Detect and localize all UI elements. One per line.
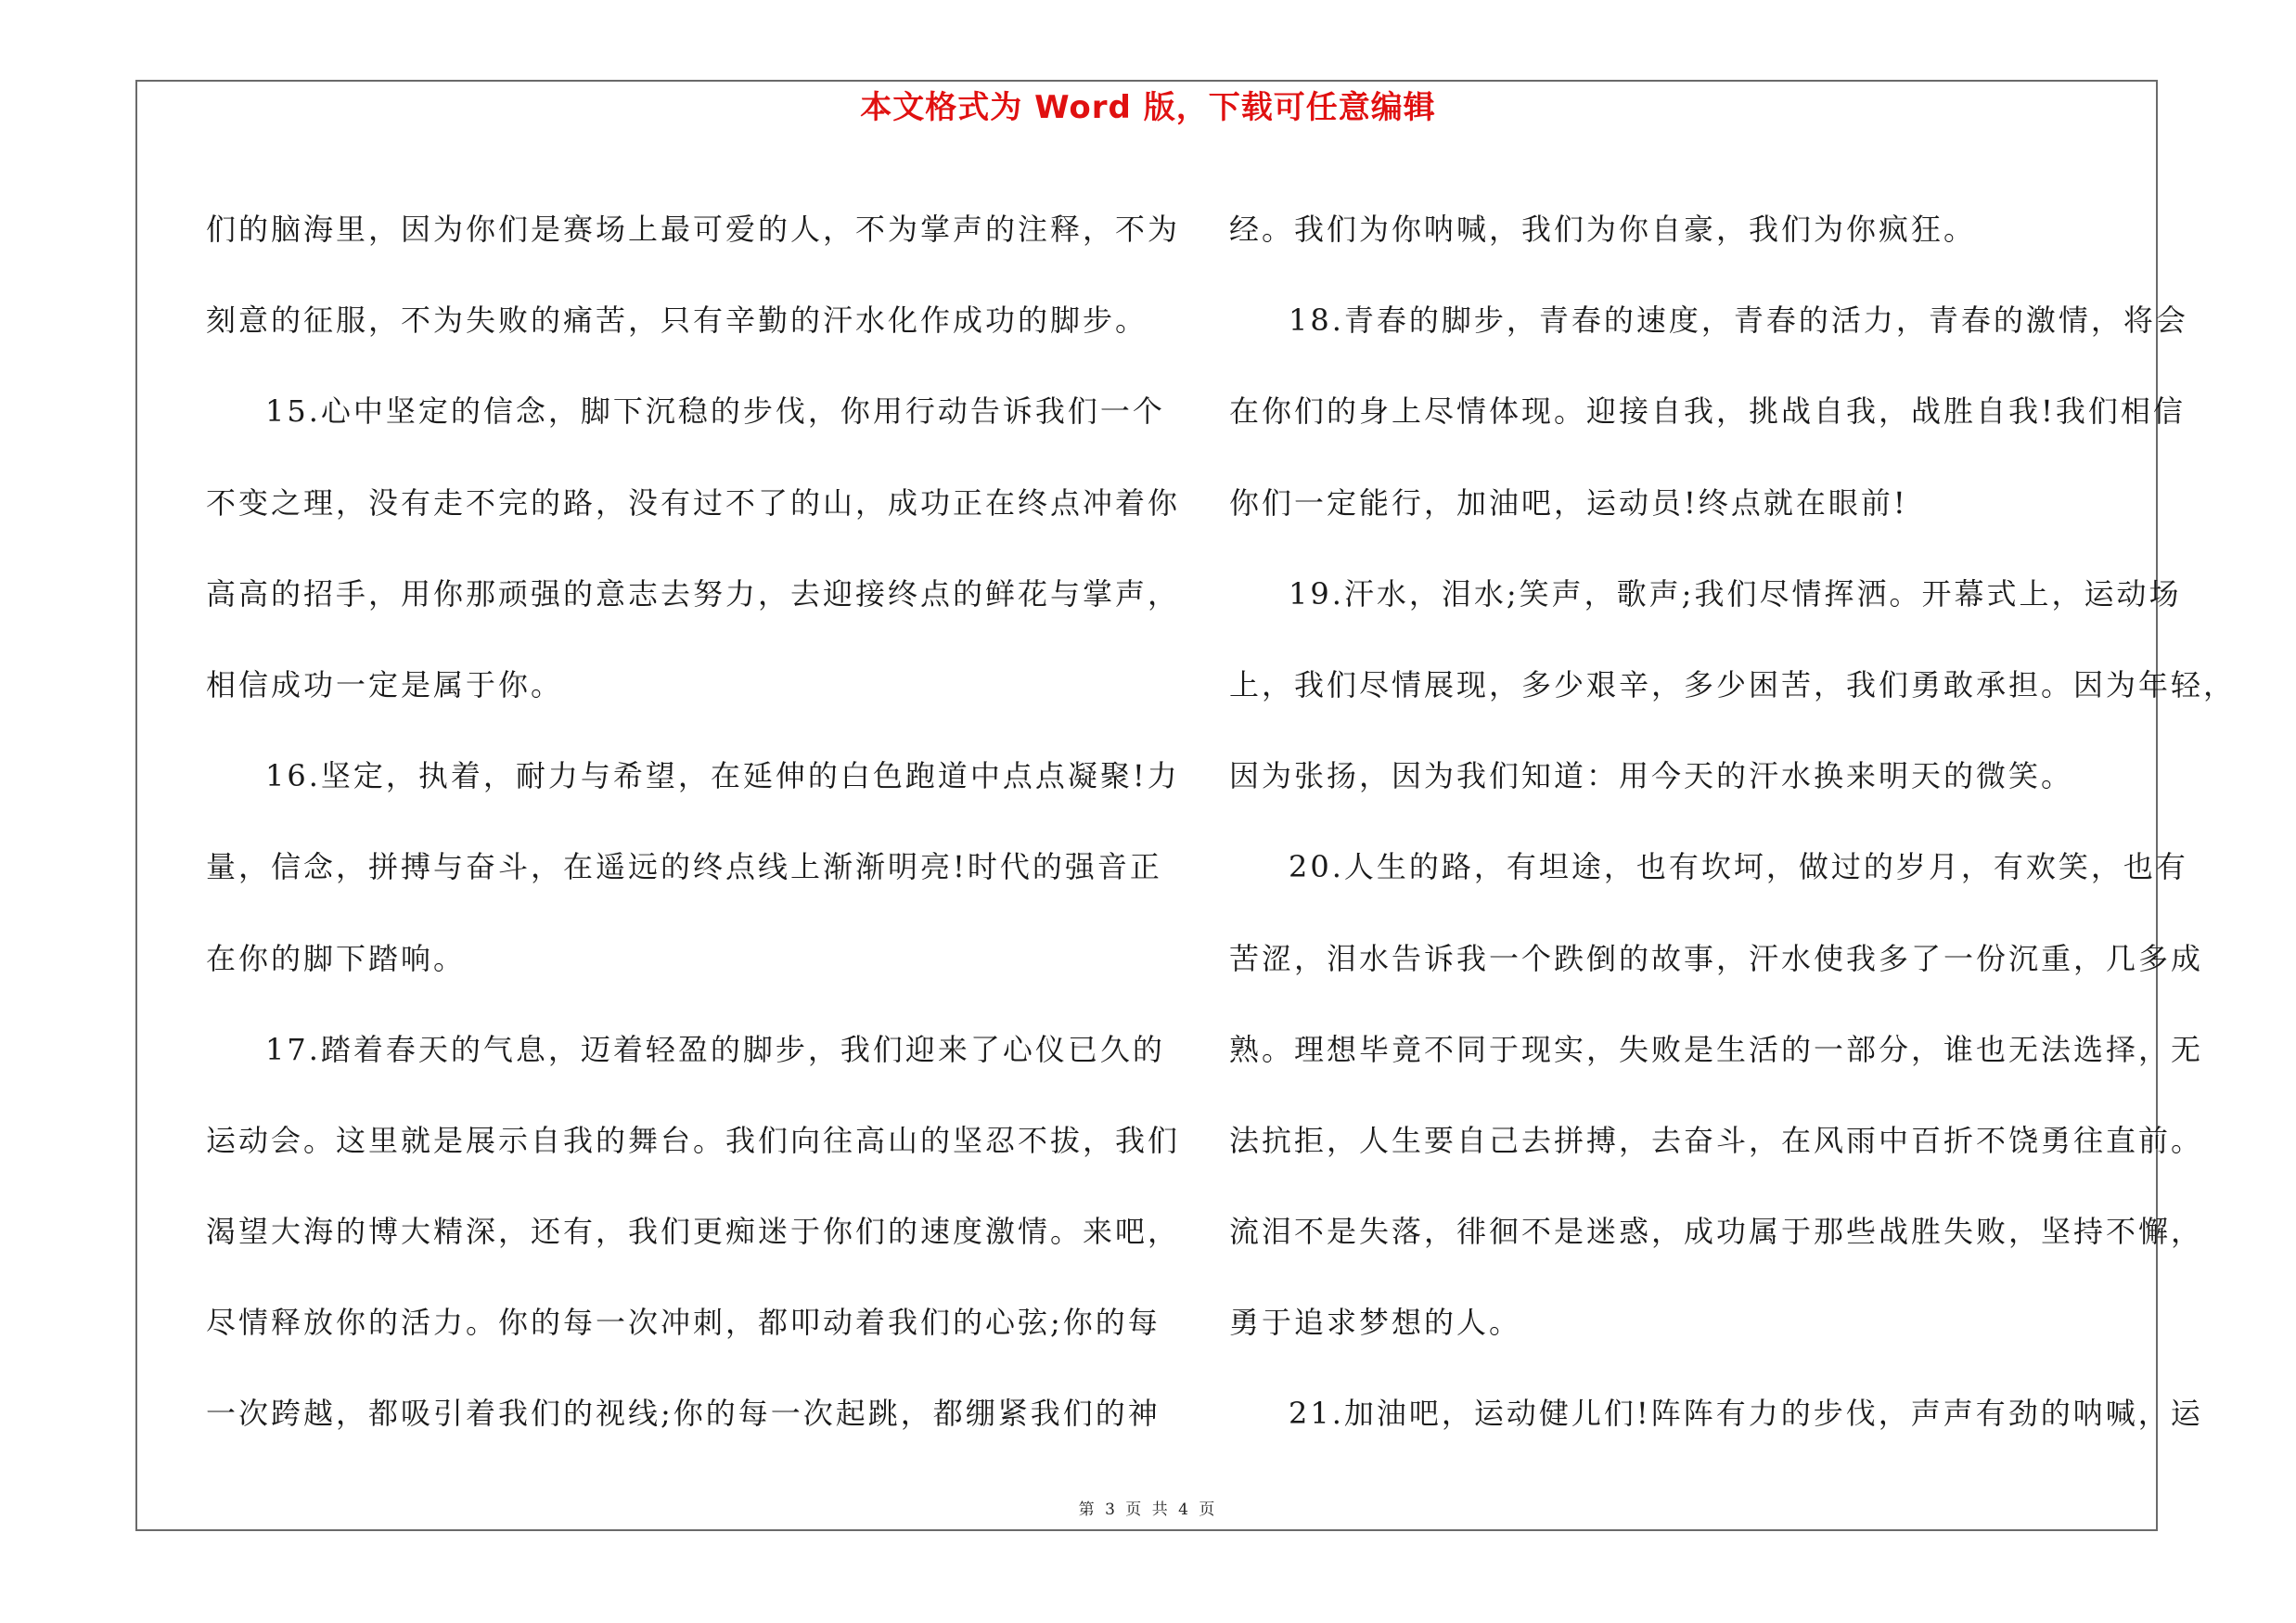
page-number: 第 3 页 共 4 页 — [1078, 1501, 1218, 1519]
text-line: 你们一定能行，加油吧，运动员!终点就在眼前! — [1229, 484, 1908, 521]
text-line: 上，我们尽情展现，多少艰辛，多少困苦，我们勇敢承担。因为年轻， — [1229, 666, 2237, 702]
text-line: 勇于追求梦想的人。 — [1229, 1305, 1522, 1341]
text-line: 17.踏着春天的气息，迈着轻盈的脚步，我们迎来了心仪已久的 — [265, 1031, 1165, 1067]
text-line: 16.坚定，执着，耐力与希望，在延伸的白色跑道中点点凝聚!力 — [265, 758, 1180, 794]
text-line: 一次跨越，都吸引着我们的视线;你的每一次起跳，都绷紧我们的神 — [206, 1396, 1161, 1432]
text-line: 苦涩，泪水告诉我一个跌倒的故事，汗水使我多了一份沉重，几多成 — [1229, 940, 2204, 976]
text-line: 高高的招手，用你那顽强的意志去努力，去迎接终点的鲜花与掌声， — [206, 575, 1181, 612]
text-line: 在你们的身上尽情体现。迎接自我，挑战自我，战胜自我!我们相信 — [1229, 393, 2186, 430]
left-column — [206, 184, 1181, 1460]
text-line: 法抗拒，人生要自己去拼搏，去奋斗，在风雨中百折不饶勇往直前。 — [1229, 1122, 2204, 1158]
text-line: 21.加油吧，运动健儿们!阵阵有力的步伐，声声有劲的呐喊，运 — [1289, 1396, 2203, 1432]
text-line: 熟。理想毕竟不同于现实，失败是生活的一部分，谁也无法选择，无 — [1229, 1031, 2204, 1067]
text-line: 运动会。这里就是展示自我的舞台。我们向往高山的坚忍不拔，我们 — [206, 1122, 1181, 1158]
text-line: 因为张扬，因为我们知道：用今天的汗水换来明天的微笑。 — [1229, 758, 2074, 794]
text-line: 量，信念，拼搏与奋斗，在遥远的终点线上渐渐明亮!时代的强音正 — [206, 849, 1162, 885]
right-column — [1229, 184, 2237, 1460]
text-line: 流泪不是失落，徘徊不是迷惑，成功属于那些战胜失败，坚持不懈， — [1229, 1214, 2204, 1250]
text-line: 渴望大海的博大精深，还有，我们更痴迷于你们的速度激情。来吧， — [206, 1214, 1181, 1250]
text-line: 15.心中坚定的信念，脚下沉稳的步伐，你用行动告诉我们一个 — [265, 393, 1165, 430]
text-line: 19.汗水，泪水;笑声，歌声;我们尽情挥洒。开幕式上，运动场 — [1289, 575, 2182, 612]
format-banner: 本文格式为 Word 版，下载可任意编辑 — [860, 89, 1436, 126]
text-line: 经。我们为你呐喊，我们为你自豪，我们为你疯狂。 — [1229, 212, 1977, 247]
text-line: 在你的脚下踏响。 — [206, 940, 467, 976]
text-line: 不变之理，没有走不完的路，没有过不了的山，成功正在终点冲着你 — [206, 484, 1181, 521]
text-line: 刻意的征服，不为失败的痛苦，只有辛勤的汗水化作成功的脚步。 — [206, 303, 1148, 339]
text-line: 18.青春的脚步，青春的速度，青春的活力，青春的激情，将会 — [1289, 303, 2188, 339]
text-line: 尽情释放你的活力。你的每一次冲刺，都叩动着我们的心弦;你的每 — [206, 1305, 1161, 1341]
text-line: 们的脑海里，因为你们是赛场上最可爱的人，不为掌声的注释，不为 — [206, 212, 1181, 247]
text-line: 相信成功一定是属于你。 — [206, 666, 564, 702]
text-line: 20.人生的路，有坦途，也有坎坷，做过的岁月，有欢笑，也有 — [1289, 849, 2188, 885]
